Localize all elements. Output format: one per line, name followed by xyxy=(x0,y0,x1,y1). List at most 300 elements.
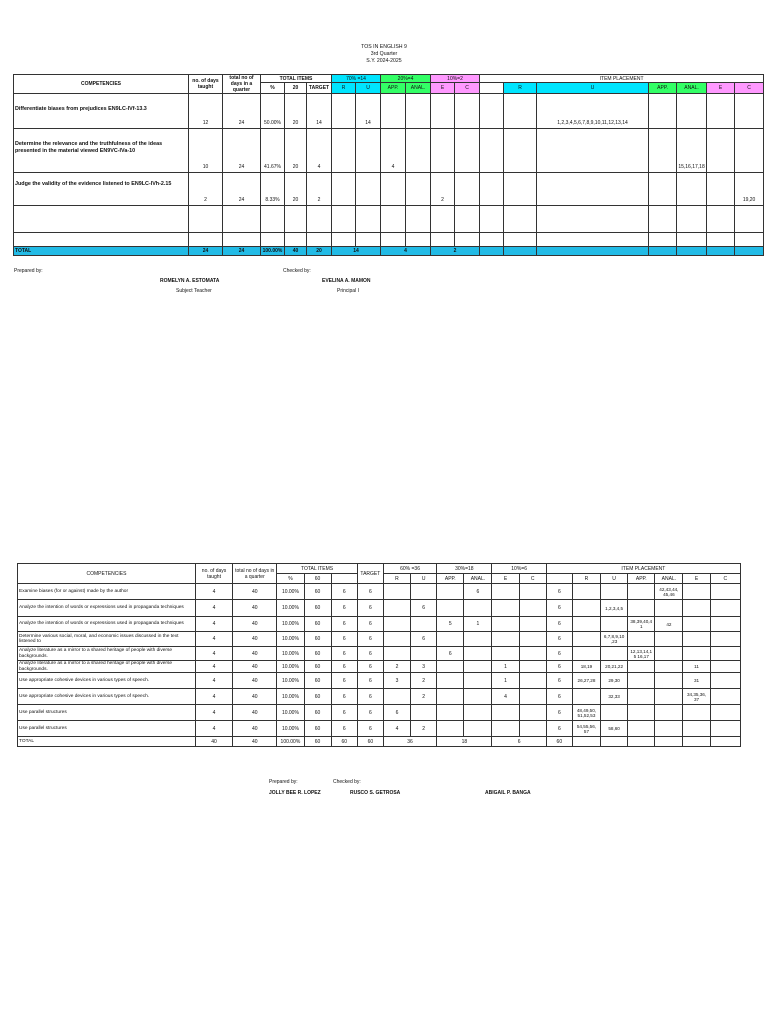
percent-cell: 41.67% xyxy=(261,129,285,173)
percent-cell: 10.00% xyxy=(277,600,304,617)
r-cell xyxy=(383,617,410,632)
blank-cell xyxy=(572,737,600,747)
u-cell: 2 xyxy=(411,673,437,689)
anal-cell xyxy=(464,661,492,673)
competency-cell: Analyze the intention of words or expressions used in propaganda techniques xyxy=(18,617,196,632)
count-cell: 6 xyxy=(331,600,357,617)
total-days: 40 xyxy=(195,737,232,747)
header-app: APP. xyxy=(381,83,406,94)
c-cell xyxy=(519,673,546,689)
competency-cell: Analyze the intention of words or expressions used in propaganda techniques xyxy=(18,600,196,617)
items-cell: 60 xyxy=(304,689,331,705)
table-row xyxy=(18,721,741,737)
app-cell: 5 xyxy=(437,617,464,632)
place-anal-cell xyxy=(655,673,683,689)
app-cell: 6 xyxy=(437,647,464,661)
items-cell: 20 xyxy=(285,173,307,206)
place-e-cell xyxy=(707,94,735,129)
days-cell: 4 xyxy=(195,673,232,689)
header-item-placement: ITEM PLACEMENT xyxy=(480,75,764,83)
place-e-cell xyxy=(707,173,735,206)
count-cell: 6 xyxy=(546,600,572,617)
place-c-cell xyxy=(735,94,764,129)
header-blank xyxy=(546,574,572,584)
place-anal-cell: 15,16,17,18 xyxy=(677,129,707,173)
c-cell xyxy=(519,647,546,661)
total-total-days: 24 xyxy=(223,247,261,256)
app-cell xyxy=(437,673,464,689)
days-cell: 10 xyxy=(189,129,223,173)
total-total-days: 40 xyxy=(233,737,277,747)
place-u-cell: 1,2,3,4,5,6,7,8,9,10,11,12,13,14 xyxy=(537,94,649,129)
header-r: R xyxy=(383,574,410,584)
u-cell xyxy=(411,584,437,600)
count-cell: 6 xyxy=(546,584,572,600)
days-cell: 4 xyxy=(195,661,232,673)
total-target: 20 xyxy=(307,247,332,256)
target-cell: 6 xyxy=(357,705,383,721)
place-r-cell xyxy=(572,584,600,600)
u-cell: 6 xyxy=(411,632,437,647)
days-cell: 4 xyxy=(195,600,232,617)
e-cell xyxy=(492,600,519,617)
header-app: APP. xyxy=(437,574,464,584)
total-group-20: 4 xyxy=(381,247,431,256)
place-app-cell xyxy=(628,632,655,647)
percent-cell: 10.00% xyxy=(277,647,304,661)
header-competencies: COMPETENCIES xyxy=(14,75,189,94)
c-cell xyxy=(519,661,546,673)
total-days-cell: 40 xyxy=(233,647,277,661)
header-anal: ANAL. xyxy=(406,83,431,94)
competency-cell: Examine biases (for or against) made by the author xyxy=(18,584,196,600)
total-label: TOTAL xyxy=(14,247,189,256)
items-cell: 60 xyxy=(304,705,331,721)
target-cell: 6 xyxy=(357,647,383,661)
place-app-cell xyxy=(628,661,655,673)
place-u-cell xyxy=(537,173,649,206)
blank-cell xyxy=(655,737,683,747)
c-cell xyxy=(519,705,546,721)
header-place-app: APP. xyxy=(628,574,655,584)
percent-cell: 10.00% xyxy=(277,721,304,737)
place-c-cell xyxy=(710,661,740,673)
place-anal-cell xyxy=(655,721,683,737)
total-days-cell: 40 xyxy=(233,661,277,673)
header-item-placement: ITEM PLACEMENT xyxy=(546,564,740,574)
e-cell: 1 xyxy=(492,673,519,689)
target-cell: 6 xyxy=(357,673,383,689)
place-r-cell xyxy=(572,617,600,632)
doc1-title-line: S.Y. 2024-2025 xyxy=(366,58,402,64)
days-cell: 4 xyxy=(195,721,232,737)
c-cell xyxy=(519,689,546,705)
r-cell: 3 xyxy=(383,673,410,689)
r-cell xyxy=(383,584,410,600)
doc1-checker-name: EVELINA A. MAMON xyxy=(322,278,371,284)
place-e-cell xyxy=(683,632,710,647)
place-app-cell: 38,39,40,4 1 xyxy=(628,617,655,632)
place-u-cell xyxy=(537,129,649,173)
r-cell xyxy=(383,689,410,705)
place-c-cell xyxy=(710,673,740,689)
place-u-cell: 29,30 xyxy=(601,673,628,689)
percent-cell: 8.33% xyxy=(261,173,285,206)
count-cell: 6 xyxy=(331,647,357,661)
e-cell xyxy=(492,721,519,737)
e-cell: 4 xyxy=(492,689,519,705)
place-u-cell xyxy=(601,617,628,632)
place-e-cell xyxy=(683,584,710,600)
table-row xyxy=(14,173,764,206)
u-cell: 14 xyxy=(356,94,381,129)
place-e-cell xyxy=(683,647,710,661)
percent-cell: 10.00% xyxy=(277,617,304,632)
header-e: E xyxy=(431,83,455,94)
table-row xyxy=(18,600,741,617)
anal-cell xyxy=(464,600,492,617)
place-app-cell xyxy=(628,673,655,689)
items-cell: 60 xyxy=(304,721,331,737)
table-row xyxy=(14,129,764,173)
header-60: 60 xyxy=(304,574,331,584)
r-cell xyxy=(383,632,410,647)
doc1-title-line: 3rd Quarter xyxy=(370,51,398,57)
total-count: 60 xyxy=(546,737,572,747)
header-group-30: 30%=18 xyxy=(437,564,492,574)
c-cell xyxy=(519,584,546,600)
header-anal: ANAL. xyxy=(464,574,492,584)
total-group-70: 14 xyxy=(332,247,381,256)
header-total-days: total no of days in a quarter xyxy=(233,564,277,584)
anal-cell xyxy=(406,129,431,173)
header-days-taught: no. of days taught xyxy=(189,75,223,94)
competency-cell: Analyze literature as a mirror to a shared heritage of people with diverse backgrounds. xyxy=(18,647,196,661)
items-cell: 60 xyxy=(304,600,331,617)
total-items: 60 xyxy=(304,737,331,747)
place-u-cell: 32,33 xyxy=(601,689,628,705)
u-cell xyxy=(356,173,381,206)
place-c-cell xyxy=(710,632,740,647)
count-cell: 6 xyxy=(546,673,572,689)
total-group-10: 2 xyxy=(431,247,480,256)
percent-cell: 50.00% xyxy=(261,94,285,129)
blank-cell xyxy=(601,737,628,747)
total-percent: 100.00% xyxy=(277,737,304,747)
target-cell: 6 xyxy=(357,584,383,600)
count-cell: 6 xyxy=(546,705,572,721)
header-place-app: APP. xyxy=(649,83,677,94)
header-place-e: E xyxy=(707,83,735,94)
header-blank xyxy=(480,83,504,94)
place-anal-cell xyxy=(655,600,683,617)
c-cell xyxy=(519,617,546,632)
total-days-cell: 24 xyxy=(223,173,261,206)
table-row xyxy=(18,661,741,673)
items-cell: 60 xyxy=(304,584,331,600)
place-app-cell xyxy=(649,129,677,173)
total-row xyxy=(14,247,764,256)
days-cell: 4 xyxy=(195,647,232,661)
header-place-c: C xyxy=(735,83,764,94)
place-c-cell xyxy=(710,584,740,600)
r-cell xyxy=(332,94,356,129)
target-cell: 6 xyxy=(357,661,383,673)
place-e-cell xyxy=(683,705,710,721)
u-cell xyxy=(356,129,381,173)
items-cell: 60 xyxy=(304,617,331,632)
e-cell xyxy=(431,94,455,129)
count-cell: 6 xyxy=(546,721,572,737)
place-anal-cell xyxy=(655,705,683,721)
place-r-cell xyxy=(504,94,537,129)
place-c-cell xyxy=(710,705,740,721)
target-cell: 4 xyxy=(307,129,332,173)
c-cell xyxy=(455,129,480,173)
competency-cell: Judge the validity of the evidence listened to EN9LC-IVh-2.15 xyxy=(14,173,189,206)
header-c: C xyxy=(519,574,546,584)
place-anal-cell xyxy=(655,689,683,705)
place-app-cell xyxy=(628,689,655,705)
total-group-10: 6 xyxy=(492,737,546,747)
anal-cell: 1 xyxy=(464,617,492,632)
table-row xyxy=(18,689,741,705)
header-target: TARGET xyxy=(357,564,383,584)
competency-cell: Analyze literature as a mirror to a shared heritage of people with diverse backgrounds. xyxy=(18,661,196,673)
total-group-60: 36 xyxy=(383,737,436,747)
r-cell: 4 xyxy=(383,721,410,737)
place-c-cell xyxy=(735,129,764,173)
place-r-cell xyxy=(572,689,600,705)
place-e-cell xyxy=(683,600,710,617)
items-cell: 60 xyxy=(304,661,331,673)
place-e-cell: 34,35,36, 37 xyxy=(683,689,710,705)
header-place-c: C xyxy=(710,574,740,584)
place-e-cell xyxy=(683,617,710,632)
items-cell: 20 xyxy=(285,129,307,173)
place-c-cell xyxy=(710,617,740,632)
target-cell: 14 xyxy=(307,94,332,129)
count-cell: 6 xyxy=(331,689,357,705)
app-cell xyxy=(437,721,464,737)
r-cell xyxy=(332,129,356,173)
total-row xyxy=(18,737,741,747)
e-cell: 2 xyxy=(431,173,455,206)
doc2-preparer-name: JOLLY BEE R. LOPEZ xyxy=(269,790,321,796)
total-days-cell: 40 xyxy=(233,673,277,689)
table-row xyxy=(18,673,741,689)
doc2-checked-label: Checked by: xyxy=(333,779,361,785)
place-r-cell: 18,19 xyxy=(572,661,600,673)
total-days-cell: 40 xyxy=(233,689,277,705)
e-cell: 1 xyxy=(492,661,519,673)
items-cell: 60 xyxy=(304,647,331,661)
percent-cell: 10.00% xyxy=(277,632,304,647)
total-percent: 100.00% xyxy=(261,247,285,256)
r-cell xyxy=(383,600,410,617)
place-c-cell xyxy=(710,721,740,737)
count-cell: 6 xyxy=(331,721,357,737)
anal-cell xyxy=(464,673,492,689)
place-c-cell xyxy=(710,647,740,661)
place-u-cell xyxy=(601,705,628,721)
app-cell: 4 xyxy=(381,129,406,173)
place-u-cell xyxy=(601,647,628,661)
c-cell xyxy=(519,600,546,617)
place-app-cell xyxy=(628,600,655,617)
header-place-anal: ANAL. xyxy=(677,83,707,94)
table-row xyxy=(18,647,741,661)
table-row xyxy=(14,94,764,129)
count-cell: 6 xyxy=(546,661,572,673)
total-days-cell: 40 xyxy=(233,617,277,632)
days-cell: 4 xyxy=(195,689,232,705)
count-cell: 6 xyxy=(546,647,572,661)
items-cell: 60 xyxy=(304,632,331,647)
items-cell: 20 xyxy=(285,94,307,129)
e-cell xyxy=(431,129,455,173)
u-cell xyxy=(411,617,437,632)
u-cell: 6 xyxy=(411,600,437,617)
count-cell: 6 xyxy=(546,632,572,647)
c-cell xyxy=(519,721,546,737)
total-days-cell: 24 xyxy=(223,129,261,173)
header-total-items: TOTAL ITEMS xyxy=(277,564,357,574)
place-anal-cell xyxy=(655,632,683,647)
place-r-cell xyxy=(504,129,537,173)
total-days-cell: 40 xyxy=(233,721,277,737)
percent-cell: 10.00% xyxy=(277,705,304,721)
competency-cell: Use appropriate cohesive devices in various types of speech. xyxy=(18,689,196,705)
place-app-cell xyxy=(628,721,655,737)
count-cell: 6 xyxy=(331,673,357,689)
u-cell xyxy=(411,647,437,661)
percent-cell: 10.00% xyxy=(277,584,304,600)
doc1-preparer-name: ROMELYN A. ESTOMATA xyxy=(160,278,220,284)
header-group-10: 10%=2 xyxy=(431,75,480,83)
place-c-cell: 19,20 xyxy=(735,173,764,206)
anal-cell xyxy=(464,705,492,721)
header-blank xyxy=(331,574,357,584)
blank-cell xyxy=(480,173,504,206)
days-cell: 4 xyxy=(195,705,232,721)
doc2-approver-name: ABIGAIL P. BANGA xyxy=(485,790,531,796)
place-u-cell: 1,2,3,4,5 xyxy=(601,600,628,617)
place-e-cell xyxy=(707,129,735,173)
competency-cell: Use parallel structures xyxy=(18,705,196,721)
place-e-cell: 31 xyxy=(683,673,710,689)
header-target: TARGET xyxy=(307,83,332,94)
header-group-20: 20%=4 xyxy=(381,75,431,83)
header-group-70: 70% =14 xyxy=(332,75,381,83)
header-u: U xyxy=(356,83,381,94)
days-cell: 12 xyxy=(189,94,223,129)
e-cell xyxy=(492,617,519,632)
competency-cell: Determine various social, moral, and economic issues discussed in the text listened to xyxy=(18,632,196,647)
header-group-60: 60% =36 xyxy=(383,564,436,574)
app-cell xyxy=(437,705,464,721)
place-app-cell xyxy=(649,94,677,129)
header-c: C xyxy=(455,83,480,94)
competency-cell: Use parallel structures xyxy=(18,721,196,737)
count-cell: 6 xyxy=(331,632,357,647)
target-cell: 6 xyxy=(357,632,383,647)
items-cell: 60 xyxy=(304,673,331,689)
doc1-checker-role: Principal I xyxy=(337,288,359,294)
anal-cell xyxy=(406,173,431,206)
total-items: 40 xyxy=(285,247,307,256)
header-percent: % xyxy=(277,574,304,584)
header-20: 20 xyxy=(285,83,307,94)
header-r: R xyxy=(332,83,356,94)
percent-cell: 10.00% xyxy=(277,673,304,689)
table-row xyxy=(18,632,741,647)
percent-cell: 10.00% xyxy=(277,689,304,705)
total-group-30: 18 xyxy=(437,737,492,747)
u-cell: 2 xyxy=(411,689,437,705)
total-target: 60 xyxy=(357,737,383,747)
days-cell: 4 xyxy=(195,584,232,600)
doc2-checker-name: RUSCO S. GETROSA xyxy=(350,790,401,796)
days-cell: 4 xyxy=(195,617,232,632)
percent-cell: 10.00% xyxy=(277,661,304,673)
place-c-cell xyxy=(710,689,740,705)
doc1-tos-table xyxy=(13,74,764,256)
place-app-cell xyxy=(649,173,677,206)
total-days-cell: 40 xyxy=(233,632,277,647)
place-anal-cell xyxy=(655,661,683,673)
app-cell xyxy=(437,661,464,673)
place-r-cell xyxy=(572,600,600,617)
competency-cell: Use appropriate cohesive devices in various types of speech. xyxy=(18,673,196,689)
target-cell: 6 xyxy=(357,721,383,737)
r-cell xyxy=(383,647,410,661)
app-cell xyxy=(437,584,464,600)
table-row xyxy=(18,705,741,721)
header-total-days: total no of days in a quarter xyxy=(223,75,261,94)
empty-row xyxy=(14,233,764,247)
app-cell xyxy=(437,632,464,647)
place-anal-cell: 42,43,44, 45,46 xyxy=(655,584,683,600)
doc2-tos-table xyxy=(17,563,741,747)
place-r-cell xyxy=(572,632,600,647)
r-cell xyxy=(332,173,356,206)
days-cell: 4 xyxy=(195,632,232,647)
header-days-taught: no. of days taught xyxy=(195,564,232,584)
count-cell: 6 xyxy=(331,705,357,721)
doc1-title-line: TOS IN ENGLISH 9 xyxy=(361,44,407,50)
place-u-cell: 20,21,22 xyxy=(601,661,628,673)
header-place-e: E xyxy=(683,574,710,584)
blank-cell xyxy=(480,129,504,173)
u-cell: 3 xyxy=(411,661,437,673)
total-days-cell: 40 xyxy=(233,584,277,600)
place-u-cell xyxy=(601,584,628,600)
app-cell xyxy=(437,689,464,705)
empty-row xyxy=(14,206,764,233)
target-cell: 6 xyxy=(357,600,383,617)
place-anal-cell xyxy=(677,94,707,129)
total-label: TOTAL xyxy=(18,737,196,747)
doc1-preparer-role: Subject Teacher xyxy=(176,288,212,294)
place-r-cell xyxy=(572,647,600,661)
count-cell: 6 xyxy=(331,584,357,600)
e-cell xyxy=(492,632,519,647)
app-cell xyxy=(381,173,406,206)
doc1-prepared-label: Prepared by: xyxy=(14,268,43,274)
blank-cell xyxy=(628,737,655,747)
place-r-cell xyxy=(504,173,537,206)
